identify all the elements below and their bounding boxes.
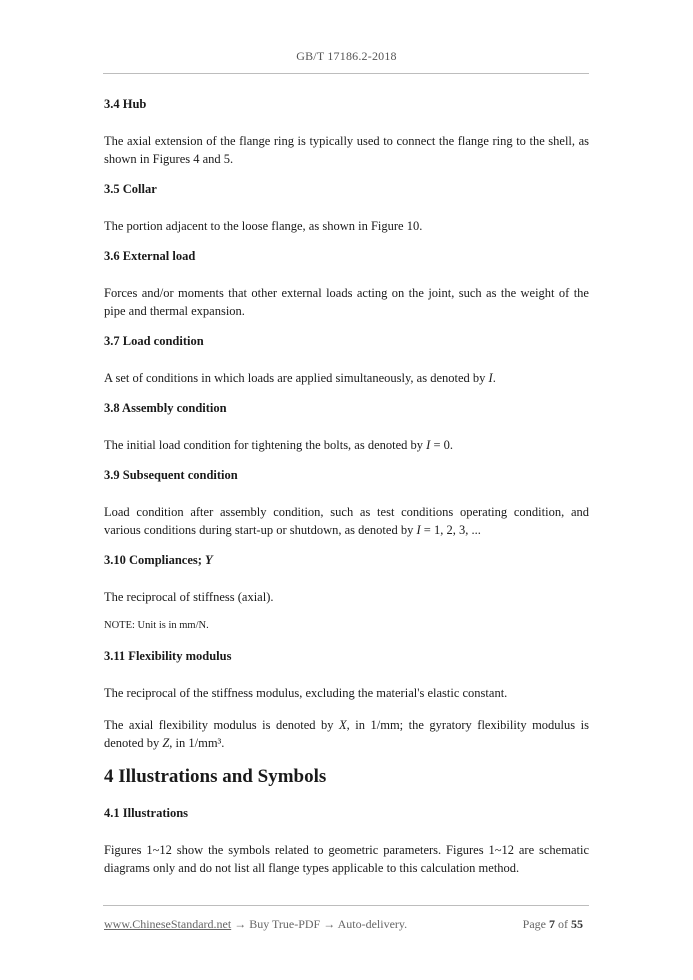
- section-3-11-text-2b: , in 1/mm; the gyratory flexibility modulus is denoted by: [104, 718, 589, 750]
- document-id-header: GB/T 17186.2-2018: [296, 49, 397, 63]
- variable-y: Y: [205, 553, 213, 567]
- section-3-7-text-post: .: [492, 371, 496, 385]
- section-3-6-text: Forces and/or moments that other external loads acting on the joint, such as the weight of the pipe and thermal expansion.: [104, 286, 589, 318]
- section-3-11-text-2: [104, 716, 589, 752]
- page-number: [523, 917, 583, 932]
- section-3-8-text-post: = 0.: [430, 438, 454, 452]
- section-3-10-title-text: 3.10 Compliances;: [104, 553, 206, 567]
- section-4-1-title: 4.1 Illustrations: [104, 806, 189, 820]
- section-3-4-text: The axial extension of the flange ring is typically used to connect the flange ring to the shell, as shown in Figures 4 and 5.: [104, 134, 589, 166]
- section-3-10-title: [104, 553, 589, 568]
- section-3-11-text-2c: , in 1/mm³.: [169, 736, 225, 750]
- variable-z: Z: [162, 736, 170, 750]
- section-3-5-text: The portion adjacent to the loose flange, as shown in Figure 10.: [104, 219, 423, 233]
- section-3-11-text-2a: The axial flexibility modulus is denoted by: [104, 718, 340, 732]
- section-3-5-title: 3.5 Collar: [104, 182, 157, 196]
- auto-delivery-text: Auto-delivery.: [337, 917, 408, 931]
- variable-i: I: [488, 371, 493, 385]
- section-3-9-text-post: = 1, 2, 3, ...: [420, 523, 481, 537]
- footer-links: [104, 917, 407, 932]
- section-3-11-text-1: The reciprocal of the stiffness modulus, excluding the material's elastic constant.: [104, 686, 508, 700]
- section-3-7-text: [104, 369, 589, 387]
- footer-rule: [103, 905, 589, 906]
- page-label: Page: [522, 917, 546, 931]
- page-body: [104, 97, 589, 891]
- section-3-11-title: 3.11 Flexibility modulus: [104, 649, 232, 663]
- section-3-7-text-pre: A set of conditions in which loads are applied simultaneously, as denoted by: [104, 371, 489, 385]
- variable-i: I: [426, 438, 431, 452]
- section-3-8-title: 3.8 Assembly condition: [104, 401, 227, 415]
- section-3-9-text-pre: Load condition after assembly condition, such as test conditions operating condition, and various conditions during start-up or shutdown, as denoted by: [104, 505, 589, 537]
- variable-i: I: [416, 523, 421, 537]
- total-pages: 55: [571, 917, 583, 931]
- arrow-icon: →: [234, 917, 247, 931]
- site-link[interactable]: www.ChineseStandard.net: [104, 917, 232, 931]
- of-label: of: [558, 917, 568, 931]
- variable-x: X: [339, 718, 347, 732]
- current-page: 7: [549, 917, 555, 931]
- chapter-4-title: 4 Illustrations and Symbols: [104, 766, 327, 787]
- section-3-7-title: 3.7 Load condition: [104, 334, 204, 348]
- buy-true-pdf-link[interactable]: Buy True-PDF: [249, 917, 321, 931]
- section-3-8-text-pre: The initial load condition for tightening the bolts, as denoted by: [104, 438, 427, 452]
- section-3-9-title: 3.9 Subsequent condition: [104, 468, 238, 482]
- section-3-4-title: 3.4 Hub: [104, 97, 147, 111]
- section-3-8-text: [104, 436, 589, 454]
- section-4-1-text: Figures 1~12 show the symbols related to geometric parameters. Figures 1~12 are schematic diagrams only and do not list all flange types applicable to this calculation method.: [104, 843, 589, 875]
- section-3-6-title: 3.6 External load: [104, 249, 196, 263]
- section-3-9-text: [104, 503, 589, 539]
- header-rule: [103, 73, 589, 74]
- section-3-10-note: NOTE: Unit is in mm/N.: [104, 620, 209, 631]
- section-3-10-text: The reciprocal of stiffness (axial).: [104, 590, 274, 604]
- arrow-icon: →: [323, 917, 336, 931]
